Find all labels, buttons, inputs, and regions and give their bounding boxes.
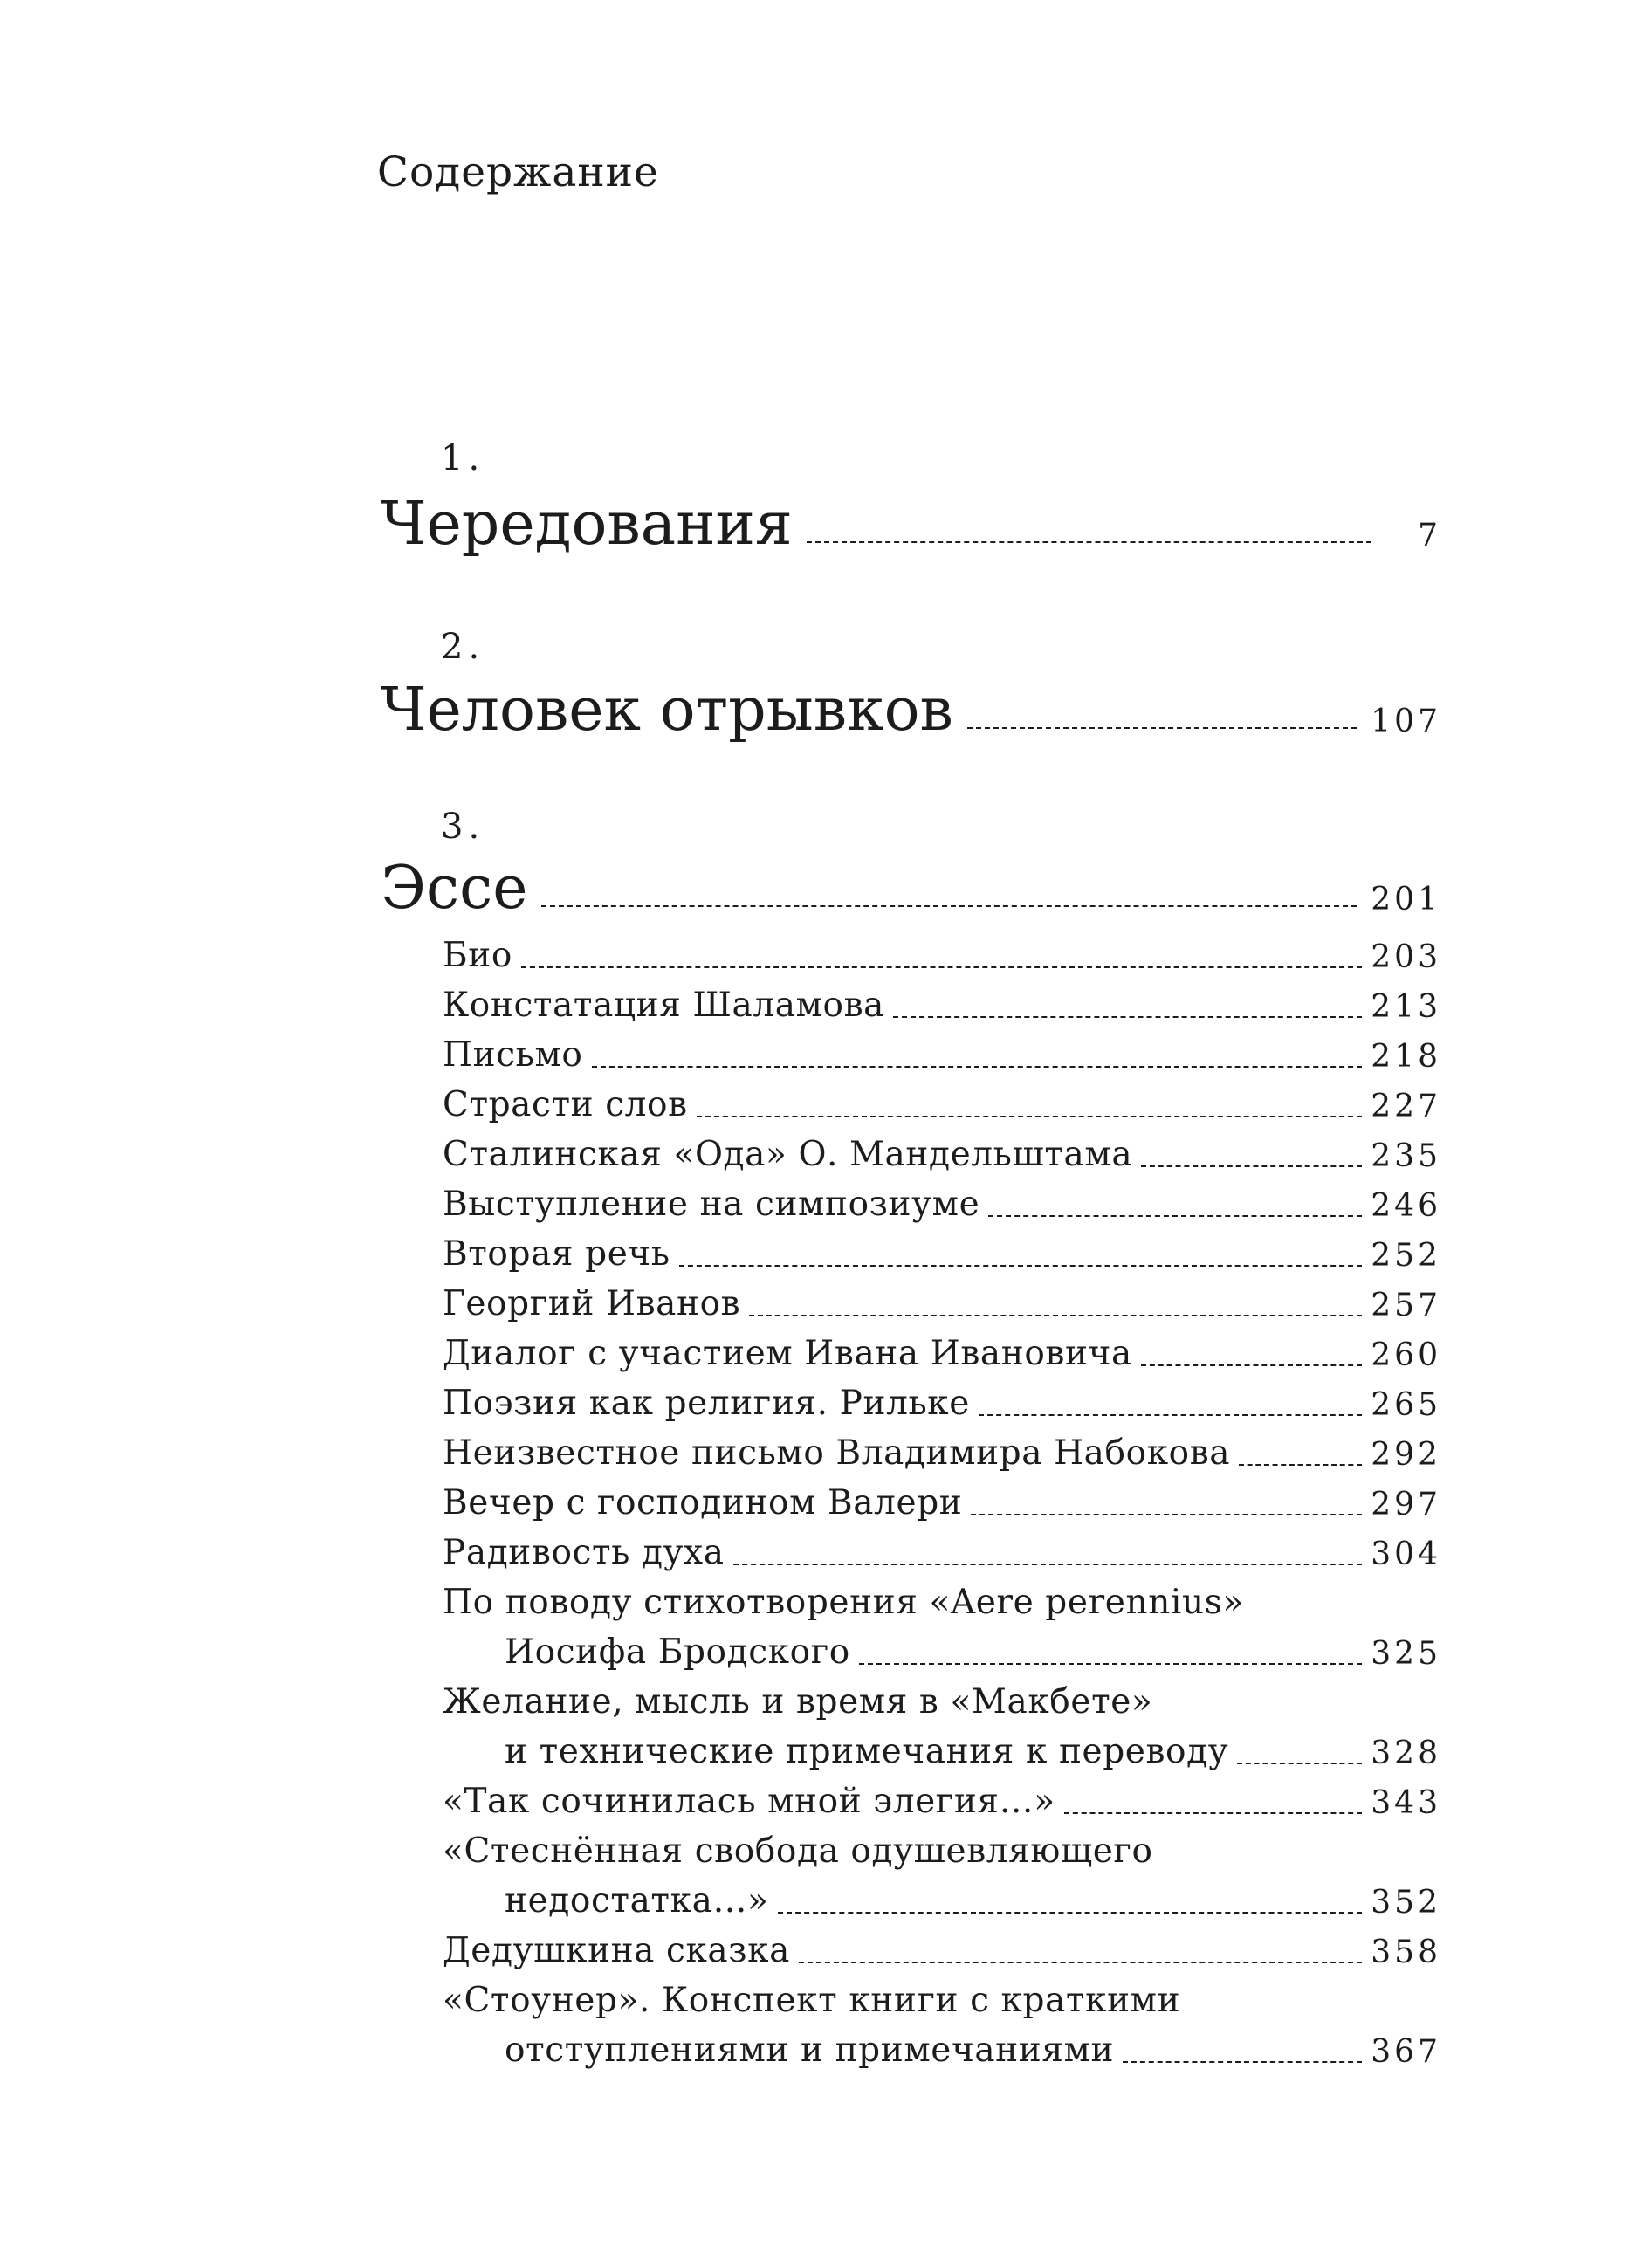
toc-entry[interactable]	[443, 1177, 1441, 1224]
page-number: 252	[1371, 1238, 1441, 1274]
page-number: 201	[1371, 882, 1441, 918]
toc-entry[interactable]	[443, 1276, 1441, 1323]
toc-entry[interactable]	[505, 1873, 1441, 1921]
page-number: 260	[1371, 1337, 1441, 1373]
toc-entry[interactable]	[443, 1923, 1441, 1970]
dot-leader	[988, 1215, 1362, 1217]
page-number: 367	[1371, 2034, 1441, 2070]
entry-title: Радивость духа	[443, 1533, 725, 1572]
entry-title-line[interactable]: «Стоунер». Конспект книги с краткими	[443, 1981, 1181, 2020]
dot-leader	[749, 1315, 1362, 1316]
entry-title: Страсти слов	[443, 1085, 688, 1124]
part-number: 2.	[441, 627, 485, 667]
page-number: 265	[1371, 1387, 1441, 1423]
entry-title-line[interactable]: «Стеснённая свобода одушевляющего	[443, 1832, 1153, 1871]
page-number: 107	[1371, 704, 1441, 739]
entry-title: Выступление на симпозиуме	[443, 1185, 980, 1224]
page-title: Содержание	[377, 148, 659, 196]
entry-title: Констатация Шаламова	[443, 986, 885, 1025]
page-number: 218	[1371, 1039, 1441, 1075]
toc-entry[interactable]	[443, 1525, 1441, 1572]
entry-title: отступлениями и примечаниями	[505, 2031, 1115, 2070]
page-number: 292	[1371, 1437, 1441, 1473]
part-title: Эссе	[381, 854, 528, 923]
toc-entry[interactable]	[443, 1774, 1441, 1821]
page-number: 297	[1371, 1487, 1441, 1522]
dot-leader	[1141, 1364, 1362, 1366]
entry-title: Сталинская «Ода» О. Мандельштама	[443, 1135, 1133, 1174]
part-number: 1.	[441, 438, 485, 478]
toc-part[interactable]	[381, 476, 1441, 559]
dot-leader	[697, 1116, 1363, 1117]
toc-entry[interactable]	[443, 1426, 1441, 1473]
dot-leader	[778, 1912, 1363, 1914]
page-number: 352	[1371, 1885, 1441, 1921]
dot-leader	[679, 1265, 1363, 1267]
toc-entry[interactable]	[443, 1127, 1441, 1174]
entry-title: недостатка…»	[505, 1881, 769, 1921]
page-number: 343	[1371, 1785, 1441, 1821]
toc-part[interactable]	[381, 840, 1441, 923]
toc-entry[interactable]	[443, 1376, 1441, 1423]
toc-entry[interactable]	[443, 978, 1441, 1025]
entry-title: Письмо	[443, 1035, 583, 1075]
entry-title: «Так сочинилась мной элегия…»	[443, 1782, 1055, 1821]
toc-entry[interactable]	[443, 1027, 1441, 1075]
page-number: 7	[1418, 518, 1441, 553]
toc-entry[interactable]	[443, 1475, 1441, 1522]
dot-leader	[807, 541, 1371, 543]
dot-leader	[979, 1414, 1362, 1416]
dot-leader	[1123, 2061, 1362, 2063]
entry-title: Вечер с господином Валери	[443, 1483, 963, 1522]
dot-leader	[1064, 1812, 1363, 1814]
entry-title-line[interactable]: Желание, мысль и время в «Макбете»	[443, 1682, 1153, 1722]
toc-part[interactable]	[381, 662, 1441, 745]
toc-entry[interactable]	[505, 2023, 1441, 2070]
dot-leader	[592, 1066, 1363, 1068]
dot-leader	[521, 966, 1362, 968]
toc-entry[interactable]	[505, 1724, 1441, 1771]
page-number: 257	[1371, 1288, 1441, 1323]
entry-title-line[interactable]: По поводу стихотворения «Aere perennius»	[443, 1583, 1244, 1622]
entry-title: Георгий Иванов	[443, 1284, 741, 1323]
dot-leader	[541, 905, 1357, 907]
toc-entry[interactable]	[443, 1077, 1441, 1124]
toc-entry[interactable]	[443, 1227, 1441, 1274]
page-number: 358	[1371, 1935, 1441, 1970]
dot-leader	[893, 1016, 1362, 1018]
toc-entry[interactable]	[505, 1625, 1441, 1672]
toc-entry[interactable]	[443, 928, 1441, 975]
dot-leader	[967, 727, 1357, 729]
page-number: 246	[1371, 1188, 1441, 1224]
part-title: Человек отрывков	[381, 676, 953, 745]
dot-leader	[799, 1962, 1362, 1963]
page-number: 235	[1371, 1138, 1441, 1174]
dot-leader	[1141, 1165, 1362, 1167]
page-number: 203	[1371, 939, 1441, 975]
entry-title: и технические примечания к переводу	[505, 1732, 1229, 1771]
entry-title: Неизвестное письмо Владимира Набокова	[443, 1433, 1231, 1473]
entry-title: Вторая речь	[443, 1234, 670, 1274]
page-number: 227	[1371, 1089, 1441, 1124]
page-number: 328	[1371, 1735, 1441, 1771]
part-number: 3.	[441, 807, 485, 847]
entry-title: Диалог с участием Ивана Ивановича	[443, 1334, 1132, 1373]
entry-title: Био	[443, 936, 512, 975]
entry-title: Дедушкина сказка	[443, 1931, 790, 1970]
entry-title: Поэзия как религия. Рильке	[443, 1384, 970, 1423]
dot-leader	[1237, 1763, 1362, 1764]
page-number: 325	[1371, 1636, 1441, 1672]
part-title: Чередования	[381, 490, 793, 559]
page-number: 304	[1371, 1536, 1441, 1572]
toc-entry[interactable]	[443, 1326, 1441, 1373]
dot-leader	[733, 1564, 1363, 1565]
entry-title: Иосифа Бродского	[505, 1632, 850, 1672]
dot-leader	[1239, 1464, 1362, 1466]
page-number: 213	[1371, 989, 1441, 1025]
dot-leader	[859, 1663, 1362, 1665]
dot-leader	[971, 1514, 1362, 1515]
